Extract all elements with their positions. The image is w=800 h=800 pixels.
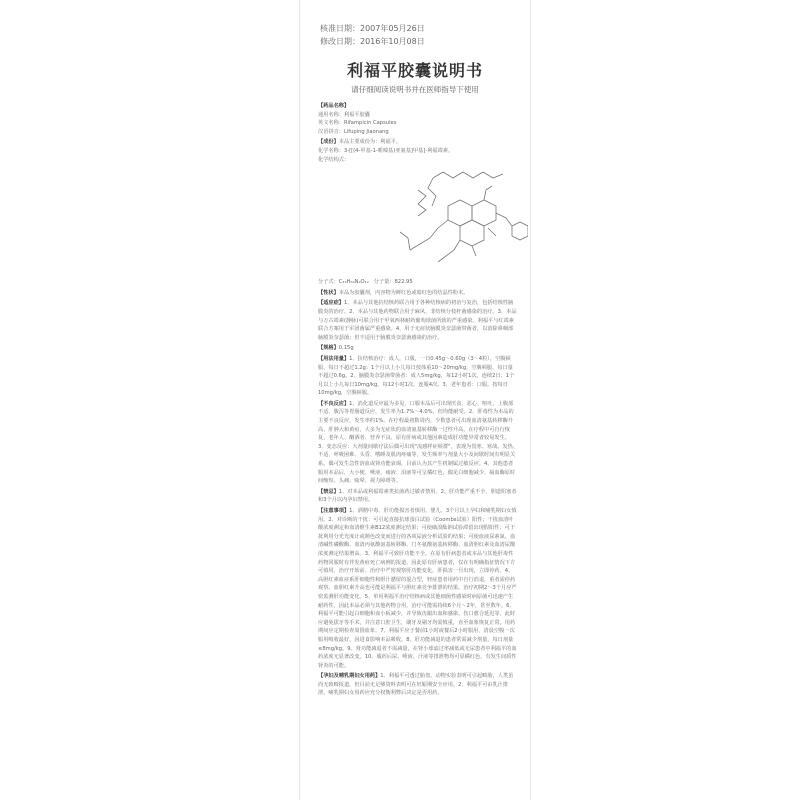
revision-date: 修改日期：2016年10月08日 (320, 37, 425, 46)
dosage-text: 1、抗结核治疗：成人，口服，一日0.45g～0.60g（3～4粒），空腹顿服，每日不超过1.2g；1个月以上小儿每日按体重10～20mg/kg，空腹顿服，每日量不超过0.6g。2、脑膜炎奈瑟菌带菌者：成人5mg/kg，每12小时1次，连续2日；1个月以上小儿每日10mg/kg，每12小时1次，连服4次。3、老年患者：口服，按每日10mg/kg，空腹顿服。 (318, 355, 515, 397)
properties-text: 本品为胶囊剂，内容物为鲜红色或暗红色的结晶性粉末。 (338, 289, 469, 296)
section-dosage (318, 355, 518, 398)
chemical-name: 化学名称：3-[[(4-甲基-1-哌嗪基)亚氨基]甲基]-利福霉素。 (318, 147, 454, 154)
section-heading: 【注意事项】 (318, 508, 350, 514)
section-heading: 【禁忌】 (318, 488, 339, 495)
section-heading: 【规格】 (318, 345, 339, 352)
section-properties (318, 289, 518, 298)
section-adverse-reactions (318, 400, 518, 486)
section-specification (318, 344, 518, 353)
leaflet-content (318, 100, 518, 698)
section-heading: 【不良反应】 (318, 400, 350, 407)
chemical-structure-diagram (388, 166, 528, 274)
section-contraindications (318, 488, 518, 505)
precautions-text: 1、酒精中毒、肝功能损害者慎用。婴儿、3个月以上孕妇和哺乳期妇女慎用。2、对诊断的干扰：可引起直接抗球蛋白试验（Coombs试验）阳性；干扰血清叶酸浓度测定和血清维生素B12浓度测定结果；可使磺溴酞钠试验滞留出现假阳性；可干扰利用分光光度计或颜色改变而进行的各项尿液分析试验的结果；可使血液尿素氮、血清碱性磷酸酶、血清丙氨酸氨基转移酶、门冬氨酸氨基转移酶、血清胆红素及血清尿酸浓度测定结果增高。3、利福平可致肝功能不全，在原有肝病患者或本品与其他肝毒性药物同服时有伴发黄疸死亡病例的报道，因此原有肝病患者，仅在有明确指征情况下方可慎用，治疗开始前、治疗中严密观察肝功能变化，肝损害一旦出现，立即停药。4、高胆红素血症系肝细胞性和胆汁潴留的混合型，轻症患者用药中自行消退，重者需停药观察。血胆红素升高也可能是利福平与胆红素竞争排泄的结果。治疗初期2～3个月应严密监测肝功能变化。5、单用利福平治疗结核病或其他细菌性感染时病原菌可迅速产生耐药性，因此本品必须与其他药物合用。治疗可能需持续6个月～2年，甚至数年。6、利福平可能引起白细胞和血小板减少，并导致齿龈出血和感染、伤口愈合延迟等。此时应避免拔牙等手术，并注意口腔卫生，刷牙及剔牙均需慎重，直至血象恢复正常。用药期间应定期检查周围血象。7、利福平应于餐前1小时或餐后2小时服用，清晨空腹一次服用吸收最好，因进食影响本品吸收。8、肝功能减退的患者常需减少剂量，每日剂量≤8mg/kg。9、肾功能减退者不需减量，在肾小球滤过率减低或无尿患者中利福平的血药浓度无显著改变。10、服药后尿、唾液、汗液等排泄物均可显橘红色，有发生间质性肾炎的可能。 (318, 508, 517, 669)
section-heading: 【性状】 (318, 289, 339, 296)
section-pregnancy-lactation (318, 672, 518, 698)
english-name: 英文名称：Rifampicin Capsules (318, 120, 397, 127)
structure-label: 化学结构式： (318, 156, 350, 163)
section-heading: 【适应症】 (318, 300, 344, 307)
pregnancy-text: 1、利福平可透过胎盘，动物实验表明可引起畸胎，人类虽尚无致畸报道，但目前无足够资料表明可在妊娠期安全应用。2、利福平可由乳汁排泄，哺乳期妇女用药应充分权衡利弊后决定是否用药。 (318, 673, 514, 697)
specification-text: 0.15g (338, 345, 354, 352)
molecular-weight: 分子量：822.95 (373, 279, 413, 286)
section-precautions (318, 507, 518, 670)
header-dates (320, 22, 425, 48)
document-subtitle: 请仔细阅读说明书并在医师指导下使用 (351, 85, 479, 94)
section-ingredients (318, 138, 518, 286)
section-indications (318, 299, 518, 342)
section-drug-name (318, 102, 518, 136)
document-title: 利福平胶囊说明书 (346, 61, 483, 80)
section-heading: 【孕妇及哺乳期妇女用药】 (318, 673, 381, 680)
pinyin-name: 汉语拼音：Lifuping Jiaonang (318, 128, 389, 135)
generic-name: 通用名称：利福平胶囊 (318, 111, 370, 118)
section-heading: 【药品名称】 (318, 103, 350, 109)
section-heading: 【用法用量】 (318, 355, 350, 362)
approval-date: 核准日期：2007年05月26日 (320, 24, 425, 33)
structure-drawing (388, 166, 528, 274)
molecular-formula: 分子式：C₄₃H₅₈N₄O₁₂ (318, 279, 369, 286)
section-heading: 【成份】 (318, 139, 339, 146)
indications-text: 1、本品与其他抗结核药联合用于各种结核病的初治与复治，包括结核性脑膜炎的治疗。2、本品与其他药物联合用于麻风、非结核分枝杆菌感染的治疗。3、本品与万古霉素(静脉)可联合用于甲氧西林耐药葡萄球菌所致的严重感染。利福平与红霉素联合方案用于军团菌属严重感染。4、用于无症状脑膜炎奈瑟菌带菌者，以消除鼻咽部脑膜炎奈瑟菌；但不适用于脑膜炎奈瑟菌感染的治疗。 (318, 300, 517, 341)
ingredient-text: 本品主要成份为：利福平。 (338, 139, 402, 146)
adverse-text: 1、消化道反应最为多见，口服本品后可出现厌食、恶心、呕吐、上腹部不适、腹泻等胃肠道反应，发生率为1.7%～4.0%，但均能耐受。2、肝毒性为本品的主要不良反应，发生率约1%。在疗程最初数周内，少数患者可出现血清氨基转移酶升高、肝肿大和黄疸，大多为无症状的血清氨基转移酶一过性升高，在疗程中可自行恢复，老年人、酗酒者、营养不良、原有肝病或其他因素造成肝功能异常者较易发生。3、变态反应：大剂量间歇疗法后偶可出现"流感样症候群"，表现为畏寒、寒战、发热、不适、呼吸困难、头昏、嗜睡及肌肉疼痛等，发生频率与剂量大小及间歇时间有明显关系。偶可发生急性溶血或肾功能衰竭，目前认为其产生机制属过敏反应。4、其他患者服用本品后，大小便、唾液、痰液、泪液等可呈橘红色，偶见白细胞减少、凝血酶原时间缩短、头痛、眩晕、视力障碍等。 (318, 400, 519, 485)
contraindications-text: 1、对本品或利福霉素类抗菌药过敏者禁用。2、肝功能严重不全、胆道阻塞者和3个月以内孕妇禁用。 (318, 488, 517, 504)
